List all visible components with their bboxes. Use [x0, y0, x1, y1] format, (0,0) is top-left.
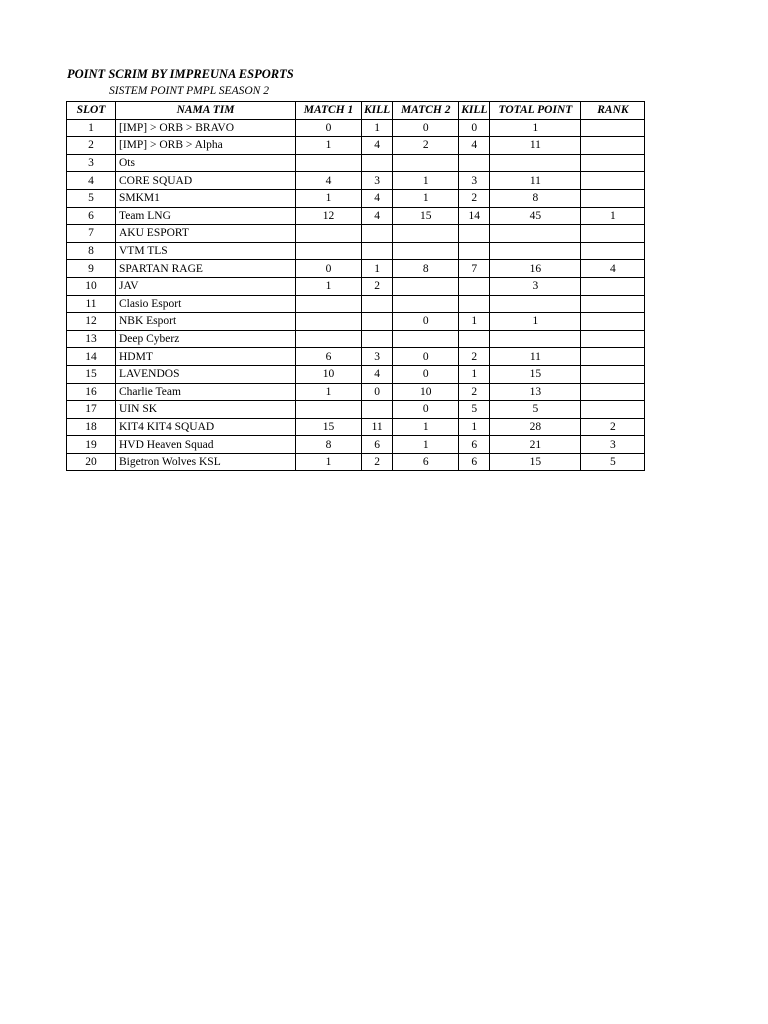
total-point-cell: [490, 225, 581, 243]
match-1-cell: [296, 295, 362, 313]
match-2-cell: 0: [393, 365, 459, 383]
kill-1-cell: 2: [362, 453, 393, 471]
match-1-cell: 1: [296, 189, 362, 207]
kill-2-cell: 6: [459, 453, 490, 471]
table-row: [67, 172, 645, 190]
team-name-cell: HDMT: [116, 348, 296, 366]
table-row: [67, 154, 645, 172]
kill-1-cell: [362, 225, 393, 243]
table-row: [67, 330, 645, 348]
rank-cell: [581, 348, 645, 366]
match-1-cell: [296, 330, 362, 348]
total-point-cell: 11: [490, 348, 581, 366]
match-2-cell: 0: [393, 348, 459, 366]
rank-cell: 2: [581, 418, 645, 436]
total-point-cell: 1: [490, 313, 581, 331]
slot-cell: 12: [67, 313, 116, 331]
slot-cell: 5: [67, 189, 116, 207]
match-1-cell: 0: [296, 119, 362, 137]
header-total-point: TOTAL POINT: [490, 102, 581, 120]
points-table: [66, 101, 645, 471]
rank-cell: [581, 154, 645, 172]
table-row: [67, 313, 645, 331]
kill-2-cell: [459, 330, 490, 348]
header-match-1: MATCH 1: [296, 102, 362, 120]
kill-2-cell: [459, 242, 490, 260]
team-name-cell: CORE SQUAD: [116, 172, 296, 190]
total-point-cell: 21: [490, 436, 581, 454]
total-point-cell: 15: [490, 453, 581, 471]
kill-1-cell: 4: [362, 365, 393, 383]
match-1-cell: [296, 225, 362, 243]
match-1-cell: 1: [296, 383, 362, 401]
kill-2-cell: 1: [459, 365, 490, 383]
match-2-cell: 1: [393, 172, 459, 190]
match-1-cell: [296, 401, 362, 419]
team-name-cell: SMKM1: [116, 189, 296, 207]
team-name-cell: Bigetron Wolves KSL: [116, 453, 296, 471]
match-2-cell: 0: [393, 119, 459, 137]
kill-2-cell: 7: [459, 260, 490, 278]
team-name-cell: NBK Esport: [116, 313, 296, 331]
total-point-cell: 3: [490, 277, 581, 295]
rank-cell: [581, 242, 645, 260]
match-1-cell: [296, 242, 362, 260]
rank-cell: 1: [581, 207, 645, 225]
slot-cell: 17: [67, 401, 116, 419]
match-1-cell: 12: [296, 207, 362, 225]
kill-2-cell: 1: [459, 313, 490, 331]
team-name-cell: VTM TLS: [116, 242, 296, 260]
total-point-cell: 11: [490, 137, 581, 155]
slot-cell: 16: [67, 383, 116, 401]
team-name-cell: UIN SK: [116, 401, 296, 419]
match-2-cell: [393, 277, 459, 295]
team-name-cell: [IMP] > ORB > BRAVO: [116, 119, 296, 137]
slot-cell: 6: [67, 207, 116, 225]
slot-cell: 13: [67, 330, 116, 348]
slot-cell: 11: [67, 295, 116, 313]
match-2-cell: 6: [393, 453, 459, 471]
kill-1-cell: 2: [362, 277, 393, 295]
kill-2-cell: 3: [459, 172, 490, 190]
kill-2-cell: 5: [459, 401, 490, 419]
rank-cell: 5: [581, 453, 645, 471]
table-row: [67, 436, 645, 454]
header-team-name: NAMA TIM: [116, 102, 296, 120]
table-row: [67, 189, 645, 207]
slot-cell: 8: [67, 242, 116, 260]
match-1-cell: 10: [296, 365, 362, 383]
rank-cell: [581, 172, 645, 190]
rank-cell: 4: [581, 260, 645, 278]
table-row: [67, 348, 645, 366]
match-1-cell: [296, 154, 362, 172]
kill-1-cell: 6: [362, 436, 393, 454]
match-2-cell: 2: [393, 137, 459, 155]
table-row: [67, 207, 645, 225]
kill-2-cell: 6: [459, 436, 490, 454]
rank-cell: [581, 330, 645, 348]
match-1-cell: 1: [296, 277, 362, 295]
table-row: [67, 277, 645, 295]
total-point-cell: 15: [490, 365, 581, 383]
match-2-cell: [393, 242, 459, 260]
slot-cell: 3: [67, 154, 116, 172]
table-body: [67, 119, 645, 471]
table-row: [67, 295, 645, 313]
kill-2-cell: 2: [459, 383, 490, 401]
table-header-row: [67, 102, 645, 120]
kill-2-cell: 2: [459, 189, 490, 207]
slot-cell: 19: [67, 436, 116, 454]
kill-1-cell: 11: [362, 418, 393, 436]
slot-cell: 15: [67, 365, 116, 383]
kill-1-cell: 0: [362, 383, 393, 401]
table-row: [67, 260, 645, 278]
match-1-cell: 0: [296, 260, 362, 278]
total-point-cell: [490, 242, 581, 260]
total-point-cell: 16: [490, 260, 581, 278]
kill-1-cell: [362, 313, 393, 331]
match-1-cell: 8: [296, 436, 362, 454]
table-row: [67, 225, 645, 243]
slot-cell: 1: [67, 119, 116, 137]
slot-cell: 18: [67, 418, 116, 436]
match-2-cell: 1: [393, 418, 459, 436]
match-1-cell: 1: [296, 453, 362, 471]
match-2-cell: [393, 154, 459, 172]
slot-cell: 14: [67, 348, 116, 366]
total-point-cell: 8: [490, 189, 581, 207]
match-1-cell: 6: [296, 348, 362, 366]
team-name-cell: Ots: [116, 154, 296, 172]
slot-cell: 9: [67, 260, 116, 278]
match-2-cell: [393, 225, 459, 243]
rank-cell: [581, 365, 645, 383]
match-1-cell: 15: [296, 418, 362, 436]
kill-2-cell: [459, 277, 490, 295]
team-name-cell: LAVENDOS: [116, 365, 296, 383]
header-match-2: MATCH 2: [393, 102, 459, 120]
kill-2-cell: [459, 295, 490, 313]
team-name-cell: SPARTAN RAGE: [116, 260, 296, 278]
table-row: [67, 453, 645, 471]
match-2-cell: 1: [393, 436, 459, 454]
match-2-cell: 0: [393, 313, 459, 331]
match-2-cell: 15: [393, 207, 459, 225]
document-subtitle: SISTEM POINT PMPL SEASON 2: [109, 85, 269, 97]
slot-cell: 7: [67, 225, 116, 243]
kill-1-cell: 1: [362, 119, 393, 137]
match-2-cell: [393, 330, 459, 348]
match-1-cell: 1: [296, 137, 362, 155]
table-row: [67, 383, 645, 401]
document-title: POINT SCRIM BY IMPREUNA ESPORTS: [67, 67, 294, 81]
rank-cell: [581, 383, 645, 401]
kill-2-cell: [459, 225, 490, 243]
total-point-cell: 13: [490, 383, 581, 401]
kill-2-cell: [459, 154, 490, 172]
kill-2-cell: 1: [459, 418, 490, 436]
total-point-cell: 1: [490, 119, 581, 137]
match-1-cell: 4: [296, 172, 362, 190]
table-row: [67, 119, 645, 137]
match-1-cell: [296, 313, 362, 331]
slot-cell: 4: [67, 172, 116, 190]
total-point-cell: 11: [490, 172, 581, 190]
header-kill-1: KILL: [362, 102, 393, 120]
kill-1-cell: [362, 401, 393, 419]
rank-cell: [581, 313, 645, 331]
match-2-cell: 8: [393, 260, 459, 278]
kill-1-cell: 4: [362, 137, 393, 155]
table-row: [67, 242, 645, 260]
slot-cell: 2: [67, 137, 116, 155]
kill-1-cell: 3: [362, 172, 393, 190]
kill-1-cell: [362, 154, 393, 172]
rank-cell: [581, 225, 645, 243]
table-row: [67, 418, 645, 436]
team-name-cell: Team LNG: [116, 207, 296, 225]
team-name-cell: KIT4 KIT4 SQUAD: [116, 418, 296, 436]
kill-1-cell: 3: [362, 348, 393, 366]
table-row: [67, 137, 645, 155]
team-name-cell: Clasio Esport: [116, 295, 296, 313]
match-2-cell: [393, 295, 459, 313]
team-name-cell: Charlie Team: [116, 383, 296, 401]
total-point-cell: 45: [490, 207, 581, 225]
team-name-cell: JAV: [116, 277, 296, 295]
kill-2-cell: 4: [459, 137, 490, 155]
rank-cell: [581, 119, 645, 137]
header-slot: SLOT: [67, 102, 116, 120]
kill-1-cell: [362, 330, 393, 348]
kill-1-cell: 1: [362, 260, 393, 278]
team-name-cell: Deep Cyberz: [116, 330, 296, 348]
slot-cell: 20: [67, 453, 116, 471]
rank-cell: [581, 189, 645, 207]
header-kill-2: KILL: [459, 102, 490, 120]
rank-cell: [581, 277, 645, 295]
table-row: [67, 365, 645, 383]
kill-2-cell: 14: [459, 207, 490, 225]
match-2-cell: 0: [393, 401, 459, 419]
kill-1-cell: 4: [362, 189, 393, 207]
kill-2-cell: 2: [459, 348, 490, 366]
kill-1-cell: [362, 242, 393, 260]
match-2-cell: 10: [393, 383, 459, 401]
rank-cell: [581, 137, 645, 155]
team-name-cell: AKU ESPORT: [116, 225, 296, 243]
slot-cell: 10: [67, 277, 116, 295]
total-point-cell: [490, 154, 581, 172]
rank-cell: [581, 295, 645, 313]
kill-1-cell: [362, 295, 393, 313]
match-2-cell: 1: [393, 189, 459, 207]
team-name-cell: [IMP] > ORB > Alpha: [116, 137, 296, 155]
total-point-cell: 5: [490, 401, 581, 419]
total-point-cell: 28: [490, 418, 581, 436]
total-point-cell: [490, 295, 581, 313]
total-point-cell: [490, 330, 581, 348]
table-row: [67, 401, 645, 419]
kill-2-cell: 0: [459, 119, 490, 137]
rank-cell: 3: [581, 436, 645, 454]
kill-1-cell: 4: [362, 207, 393, 225]
team-name-cell: HVD Heaven Squad: [116, 436, 296, 454]
header-rank: RANK: [581, 102, 645, 120]
rank-cell: [581, 401, 645, 419]
